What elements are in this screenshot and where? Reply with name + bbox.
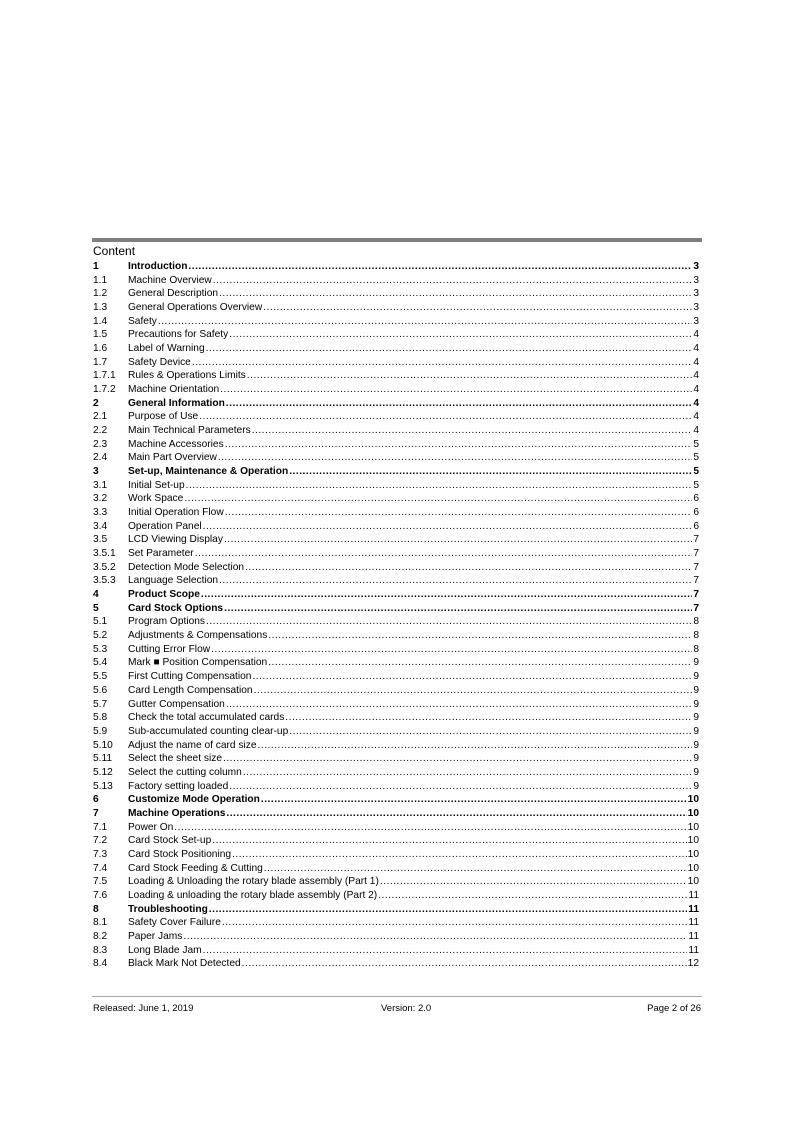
toc-entry-page: 3: [693, 261, 699, 272]
toc-entry[interactable]: [93, 588, 699, 602]
toc-entry-number: 1.7.1: [93, 370, 116, 382]
toc-entry-page: 7: [693, 534, 699, 546]
toc-entry-page: 9: [693, 712, 699, 724]
toc-entry-page: 11: [688, 930, 699, 942]
toc-entry-page: 12: [687, 958, 699, 970]
toc-entry-page: 9: [693, 684, 699, 696]
toc-entry-title: Adjustments & Compensations: [128, 630, 268, 642]
toc-entry-page: 10: [687, 848, 699, 860]
toc-entry-title: Card Stock Positioning: [128, 848, 232, 860]
toc-entry-title: Main Technical Parameters: [128, 425, 251, 437]
toc-entry[interactable]: [93, 766, 699, 780]
toc-entry-page: 9: [693, 766, 699, 778]
toc-entry[interactable]: [93, 643, 699, 657]
toc-entry-number: 7.3: [93, 848, 108, 860]
toc-dot-leader: [268, 656, 692, 670]
toc-entry-page: 4: [693, 397, 699, 409]
toc-dot-leader: [195, 547, 693, 561]
toc-entry[interactable]: [93, 821, 699, 835]
toc-entry-number: 5.4: [93, 657, 108, 669]
toc-dot-leader: [192, 356, 692, 370]
toc-entry-title: First Cutting Compensation: [128, 671, 252, 683]
toc-entry-number: 3.1: [93, 479, 108, 491]
toc-entry[interactable]: [93, 506, 699, 520]
toc-entry-title: Safety Device: [128, 356, 191, 368]
toc-entry-number: 5: [93, 602, 99, 614]
toc-entry-page: 9: [693, 725, 699, 737]
toc-entry-title: Loading & Unloading the rotary blade assembly (Part 1): [128, 876, 379, 888]
toc-entry-number: 3.5.2: [93, 561, 116, 573]
toc-entry-page: 9: [693, 657, 699, 669]
toc-entry-number: 8.1: [93, 917, 108, 929]
toc-dot-leader: [186, 479, 693, 493]
toc-entry-page: 8: [693, 616, 699, 628]
toc-dot-leader: [261, 793, 687, 807]
toc-entry[interactable]: [93, 615, 699, 629]
toc-entry-page: 11: [688, 944, 699, 956]
toc-entry-number: 8.4: [93, 958, 108, 970]
toc-entry[interactable]: [93, 465, 699, 479]
toc-entry-title: Label of Warning: [128, 343, 205, 355]
toc-entry-page: 4: [693, 425, 699, 437]
toc-entry[interactable]: [93, 698, 699, 712]
toc-entry[interactable]: [93, 834, 699, 848]
toc-entry[interactable]: [93, 793, 699, 807]
toc-dot-leader: [206, 615, 692, 629]
toc-entry-page: 10: [687, 835, 699, 847]
toc-dot-leader: [201, 588, 692, 602]
toc-entry-page: 11: [688, 903, 699, 915]
toc-entry-number: 1.5: [93, 329, 108, 341]
toc-dot-leader: [229, 780, 692, 794]
toc-entry-number: 5.12: [93, 766, 113, 778]
toc-dot-leader: [245, 561, 692, 575]
toc-entry-title: Gutter Compensation: [128, 698, 225, 710]
toc-entry[interactable]: [93, 260, 699, 274]
toc-entry-number: 7.2: [93, 835, 108, 847]
toc-entry-number: 7.4: [93, 862, 108, 874]
toc-entry[interactable]: [93, 903, 699, 917]
toc-entry-number: 7.6: [93, 889, 108, 901]
toc-entry-title: Card Length Compensation: [128, 684, 253, 696]
toc-entry-number: 1: [93, 261, 99, 272]
toc-dot-leader: [209, 903, 687, 917]
toc-entry[interactable]: [93, 479, 699, 493]
toc-dot-leader: [268, 629, 692, 643]
toc-entry[interactable]: [93, 916, 699, 930]
toc-dot-leader: [252, 424, 693, 438]
toc-entry[interactable]: [93, 656, 699, 670]
footer-rule: [92, 996, 702, 997]
toc-entry[interactable]: [93, 875, 699, 889]
toc-entry-number: 2.4: [93, 452, 108, 464]
toc-entry[interactable]: [93, 889, 699, 903]
toc-entry-page: 8: [693, 630, 699, 642]
toc-entry[interactable]: [93, 944, 699, 958]
toc-entry-title: General Description: [128, 288, 219, 300]
toc-entry-number: 1.6: [93, 343, 108, 355]
toc-dot-leader: [203, 944, 688, 958]
toc-entry-page: 9: [693, 671, 699, 683]
toc-dot-leader: [224, 602, 692, 616]
toc-entry-title: Machine Accessories: [128, 438, 224, 450]
toc-dot-leader: [188, 260, 692, 274]
toc-dot-leader: [242, 957, 687, 971]
toc-entry-number: 5.7: [93, 698, 108, 710]
toc-entry-page: 4: [693, 411, 699, 423]
toc-entry[interactable]: [93, 807, 699, 821]
toc-entry-page: 5: [693, 452, 699, 464]
toc-dot-leader: [212, 834, 686, 848]
toc-entry[interactable]: [93, 369, 699, 383]
toc-entry-page: 4: [693, 329, 699, 341]
toc-entry-page: 3: [693, 315, 699, 327]
toc-entry-number: 5.1: [93, 616, 108, 628]
toc-entry[interactable]: [93, 301, 699, 315]
toc-dot-leader: [289, 465, 692, 479]
toc-entry[interactable]: [93, 670, 699, 684]
toc-entry-title: General Information: [128, 397, 225, 409]
toc-entry[interactable]: [93, 629, 699, 643]
toc-entry[interactable]: [93, 848, 699, 862]
toc-entry-title: Card Stock Options: [128, 602, 224, 614]
toc-dot-leader: [203, 520, 693, 534]
toc-entry[interactable]: [93, 492, 699, 506]
footer-page-number: Page 2 of 26: [647, 1003, 701, 1014]
toc-entry[interactable]: [93, 930, 699, 944]
toc-entry[interactable]: [93, 383, 699, 397]
toc-entry-title: Detection Mode Selection: [128, 561, 245, 573]
toc-entry-title: Long Blade Jam: [128, 944, 202, 956]
toc-entry-number: 5.10: [93, 739, 113, 751]
toc-entry-page: 6: [693, 507, 699, 519]
toc-entry[interactable]: [93, 410, 699, 424]
toc-dot-leader: [247, 369, 693, 383]
toc-entry-number: 5.13: [93, 780, 113, 792]
toc-entry-page: 10: [687, 862, 699, 874]
toc-dot-leader: [223, 752, 692, 766]
toc-entry-page: 6: [693, 520, 699, 532]
toc-dot-leader: [222, 916, 688, 930]
toc-entry[interactable]: [93, 862, 699, 876]
toc-entry-number: 3.5.3: [93, 575, 116, 587]
toc-entry-number: 2: [93, 397, 99, 409]
toc-entry-page: 4: [693, 343, 699, 355]
toc-entry-title: Operation Panel: [128, 520, 202, 532]
toc-entry[interactable]: [93, 315, 699, 329]
toc-entry-page: 9: [693, 780, 699, 792]
toc-entry-page: 10: [687, 876, 699, 888]
toc-entry-page: 11: [688, 889, 699, 901]
toc-dot-leader: [229, 328, 692, 342]
toc-entry[interactable]: [93, 438, 699, 452]
toc-entry-title: Loading & unloading the rotary blade assembly (Part 2): [128, 889, 378, 901]
table-of-contents: [93, 260, 699, 971]
toc-entry-number: 3.3: [93, 507, 108, 519]
toc-dot-leader: [225, 438, 693, 452]
toc-entry-number: 1.3: [93, 302, 108, 314]
toc-entry-number: 5.3: [93, 643, 108, 655]
toc-entry-title: Product Scope: [128, 589, 200, 601]
toc-entry-number: 6: [93, 794, 99, 806]
toc-dot-leader: [226, 397, 693, 411]
toc-dot-leader: [232, 848, 687, 862]
toc-entry-page: 9: [693, 698, 699, 710]
toc-entry-page: 5: [693, 479, 699, 491]
toc-entry[interactable]: [93, 780, 699, 794]
top-rule: [92, 238, 702, 242]
toc-entry[interactable]: [93, 574, 699, 588]
toc-entry[interactable]: [93, 274, 699, 288]
toc-entry-title: Safety: [128, 315, 157, 327]
toc-entry[interactable]: [93, 287, 699, 301]
toc-dot-leader: [199, 410, 692, 424]
toc-entry-title: Check the total accumulated cards: [128, 712, 285, 724]
toc-entry-title: Adjust the name of card size: [128, 739, 257, 751]
toc-entry-title: Sub-accumulated counting clear-up: [128, 725, 289, 737]
toc-entry[interactable]: [93, 520, 699, 534]
toc-entry-number: 3.5: [93, 534, 108, 546]
toc-heading: Content: [93, 244, 136, 258]
toc-entry-number: 8.2: [93, 930, 108, 942]
toc-entry-number: 4: [93, 589, 99, 601]
toc-entry-title: LCD Viewing Display: [128, 534, 223, 546]
toc-entry-page: 3: [693, 288, 699, 300]
toc-entry-title: Cutting Error Flow: [128, 643, 211, 655]
toc-entry-number: 1.7: [93, 356, 108, 368]
toc-dot-leader: [211, 643, 692, 657]
toc-entry-title: Card Stock Feeding & Cutting: [128, 862, 263, 874]
toc-entry[interactable]: [93, 602, 699, 616]
toc-entry-title: Machine Overview: [128, 274, 212, 286]
toc-entry-title: Machine Orientation: [128, 384, 220, 396]
toc-dot-leader: [184, 492, 692, 506]
toc-dot-leader: [219, 574, 692, 588]
toc-entry[interactable]: [93, 533, 699, 547]
toc-entry-title: Set Parameter: [128, 548, 194, 560]
toc-entry-title: Initial Set-up: [128, 479, 185, 491]
toc-dot-leader: [254, 684, 693, 698]
toc-entry-number: 5.6: [93, 684, 108, 696]
toc-entry-page: 7: [693, 602, 699, 614]
toc-entry-title: Program Options: [128, 616, 206, 628]
toc-dot-leader: [225, 506, 693, 520]
toc-entry-title: Work Space: [128, 493, 184, 505]
toc-entry-page: 9: [693, 739, 699, 751]
toc-dot-leader: [226, 698, 692, 712]
toc-entry-number: 8: [93, 903, 99, 915]
toc-entry-page: 7: [693, 575, 699, 587]
toc-entry-number: 3.5.1: [93, 548, 116, 560]
toc-entry-number: 1.1: [93, 274, 108, 286]
toc-entry-title: Machine Operations: [128, 807, 226, 819]
toc-entry-title: General Operations Overview: [128, 302, 263, 314]
toc-entry-page: 4: [693, 356, 699, 368]
toc-entry-title: Select the cutting column: [128, 766, 242, 778]
toc-entry-page: 10: [687, 821, 699, 833]
toc-entry-number: 1.7.2: [93, 384, 116, 396]
footer-released: Released: June 1, 2019: [93, 1003, 194, 1014]
toc-dot-leader: [224, 533, 692, 547]
toc-dot-leader: [378, 889, 687, 903]
toc-entry-page: 4: [693, 384, 699, 396]
toc-dot-leader: [263, 301, 692, 315]
toc-entry-page: 8: [693, 643, 699, 655]
toc-entry-number: 2.2: [93, 425, 108, 437]
toc-dot-leader: [264, 862, 687, 876]
toc-dot-leader: [226, 807, 686, 821]
toc-entry-title: Factory setting loaded: [128, 780, 229, 792]
toc-entry-number: 5.11: [93, 753, 113, 765]
toc-dot-leader: [285, 711, 692, 725]
toc-entry-title: Purpose of Use: [128, 411, 199, 423]
toc-entry-title: Paper Jams: [128, 930, 183, 942]
toc-dot-leader: [258, 739, 693, 753]
toc-dot-leader: [174, 821, 686, 835]
toc-entry[interactable]: [93, 957, 699, 971]
toc-entry-page: 3: [693, 274, 699, 286]
toc-dot-leader: [220, 383, 692, 397]
toc-entry-page: 3: [693, 302, 699, 314]
toc-entry-title: Black Mark Not Detected: [128, 958, 241, 970]
toc-entry[interactable]: [93, 328, 699, 342]
toc-entry-title: Main Part Overview: [128, 452, 217, 464]
toc-entry-number: 5.9: [93, 725, 108, 737]
toc-entry[interactable]: [93, 725, 699, 739]
toc-entry[interactable]: [93, 561, 699, 575]
toc-entry[interactable]: [93, 397, 699, 411]
toc-entry-number: 8.3: [93, 944, 108, 956]
toc-entry-title: Card Stock Set-up: [128, 835, 212, 847]
toc-entry-page: 9: [693, 753, 699, 765]
toc-entry-page: 10: [687, 807, 699, 819]
toc-entry-page: 11: [688, 917, 699, 929]
toc-entry-title: Select the sheet size: [128, 753, 223, 765]
toc-entry-page: 6: [693, 493, 699, 505]
toc-entry[interactable]: [93, 711, 699, 725]
toc-entry-page: 5: [693, 438, 699, 450]
toc-entry-title: Power On: [128, 821, 174, 833]
toc-entry-number: 3: [93, 466, 99, 478]
toc-dot-leader: [158, 315, 692, 329]
toc-entry-title: Customize Mode Operation: [128, 794, 260, 806]
toc-dot-leader: [252, 670, 692, 684]
toc-dot-leader: [289, 725, 692, 739]
toc-entry[interactable]: [93, 342, 699, 356]
toc-entry[interactable]: [93, 739, 699, 753]
toc-dot-leader: [213, 274, 693, 288]
toc-entry-number: 5.8: [93, 712, 108, 724]
toc-entry-page: 5: [693, 466, 699, 478]
toc-entry[interactable]: [93, 451, 699, 465]
toc-entry[interactable]: [93, 684, 699, 698]
toc-entry-number: 5.2: [93, 630, 108, 642]
toc-entry-page: 7: [693, 548, 699, 560]
toc-dot-leader: [206, 342, 693, 356]
toc-entry-number: 7.5: [93, 876, 108, 888]
toc-dot-leader: [380, 875, 687, 889]
toc-entry[interactable]: [93, 356, 699, 370]
toc-entry-title: Introduction: [128, 261, 188, 272]
toc-entry-number: 7.1: [93, 821, 108, 833]
toc-entry-title: Rules & Operations Limits: [128, 370, 246, 382]
toc-entry-title: Precautions for Safety: [128, 329, 229, 341]
toc-entry-title: Safety Cover Failure: [128, 917, 221, 929]
toc-dot-leader: [183, 930, 687, 944]
toc-entry-title: Language Selection: [128, 575, 219, 587]
toc-entry-title: Mark ■ Position Compensation: [128, 657, 268, 669]
toc-dot-leader: [243, 766, 693, 780]
toc-entry-title: Initial Operation Flow: [128, 507, 224, 519]
toc-entry-page: 7: [693, 561, 699, 573]
toc-entry-page: 4: [693, 370, 699, 382]
toc-entry-title: Troubleshooting: [128, 903, 208, 915]
toc-entry-page: 10: [687, 794, 699, 806]
toc-entry-number: 7: [93, 807, 99, 819]
toc-entry[interactable]: [93, 424, 699, 438]
toc-entry[interactable]: [93, 752, 699, 766]
footer-version: Version: 2.0: [381, 1003, 432, 1014]
toc-entry-number: 1.2: [93, 288, 108, 300]
toc-entry-number: 1.4: [93, 315, 108, 327]
toc-entry-number: 3.4: [93, 520, 108, 532]
toc-entry-title: Set-up, Maintenance & Operation: [128, 466, 289, 478]
toc-entry-number: 2.3: [93, 438, 108, 450]
toc-entry-number: 3.2: [93, 493, 108, 505]
toc-entry-number: 2.1: [93, 411, 108, 423]
toc-entry[interactable]: [93, 547, 699, 561]
toc-dot-leader: [218, 451, 692, 465]
toc-dot-leader: [219, 287, 692, 301]
toc-entry-number: 5.5: [93, 671, 108, 683]
toc-entry-page: 7: [693, 589, 699, 601]
